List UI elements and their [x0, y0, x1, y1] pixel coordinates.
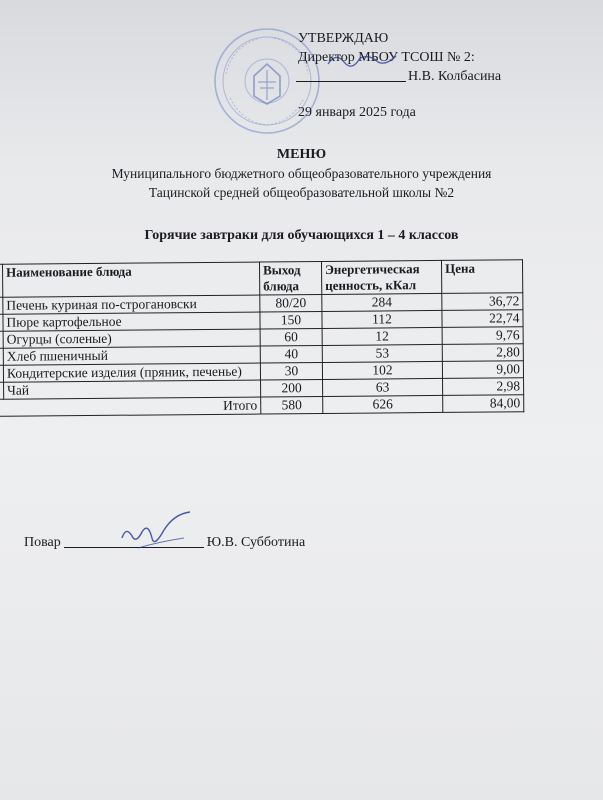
row-dish-name: Огурцы (соленые): [3, 329, 260, 348]
org-line-1: Муниципального бюджетного общеобразовательного учреждения: [111, 166, 492, 181]
row-price: 9,76: [442, 327, 523, 345]
document-title: МЕНЮ: [276, 147, 327, 162]
row-price: 2,80: [442, 344, 523, 362]
row-dish-name: Кондитерские изделия (пряник, печенье): [3, 363, 260, 382]
approval-date: 29 января 2025 года: [298, 105, 416, 120]
org-line-2: Тацинской средней общеобразовательной школы №2: [148, 185, 455, 200]
row-energy: 53: [322, 344, 442, 362]
total-label: Итого: [0, 397, 261, 416]
row-energy: 102: [322, 361, 442, 379]
approval-signature-line: [296, 81, 406, 82]
header-portion: Выход блюда: [259, 261, 321, 295]
total-price: 84,00: [443, 395, 524, 413]
row-price: 36,72: [442, 293, 523, 311]
row-price: 9,00: [442, 361, 523, 379]
table-header-row: [0, 260, 523, 298]
total-energy: 626: [323, 395, 443, 413]
row-dish-name: Хлеб пшеничный: [3, 346, 260, 365]
row-dish-name: Печень куриная по-строгановски: [3, 295, 260, 314]
approval-name: Н.В. Колбасина: [408, 69, 502, 84]
approval-heading: УТВЕРЖДАЮ: [298, 31, 389, 46]
director-signature: [326, 48, 416, 70]
row-portion: 200: [261, 379, 323, 397]
row-price: 22,74: [442, 310, 523, 328]
header-price: Цена: [441, 260, 522, 294]
row-dish-name: Пюре картофельное: [3, 312, 260, 331]
cook-name: Ю.В. Субботина: [206, 535, 306, 550]
row-energy: 12: [322, 327, 442, 345]
approval-position: Директор МБОУ ТСОШ № 2:: [298, 50, 475, 65]
row-energy: 63: [323, 378, 443, 396]
row-portion: 80/20: [260, 294, 322, 312]
document-subtitle: Горячие завтраки для обучающихся 1 – 4 классов: [144, 228, 459, 243]
row-price: 2,98: [443, 378, 524, 396]
total-portion: 580: [261, 396, 323, 414]
table-total-row: [0, 395, 524, 417]
row-energy: 284: [322, 293, 442, 311]
row-dish-name: Чай: [4, 380, 261, 399]
row-portion: 30: [260, 362, 322, 380]
cook-label: Повар: [24, 535, 61, 550]
menu-table: [0, 259, 524, 417]
row-portion: 150: [260, 311, 322, 329]
row-energy: 112: [322, 310, 442, 328]
row-portion: 40: [260, 345, 322, 363]
header-energy: Энергетическая ценность, кКал: [321, 260, 441, 294]
cook-signature: [118, 508, 198, 558]
row-portion: 60: [260, 328, 322, 346]
header-dish-name: Наименование блюда: [3, 262, 260, 297]
